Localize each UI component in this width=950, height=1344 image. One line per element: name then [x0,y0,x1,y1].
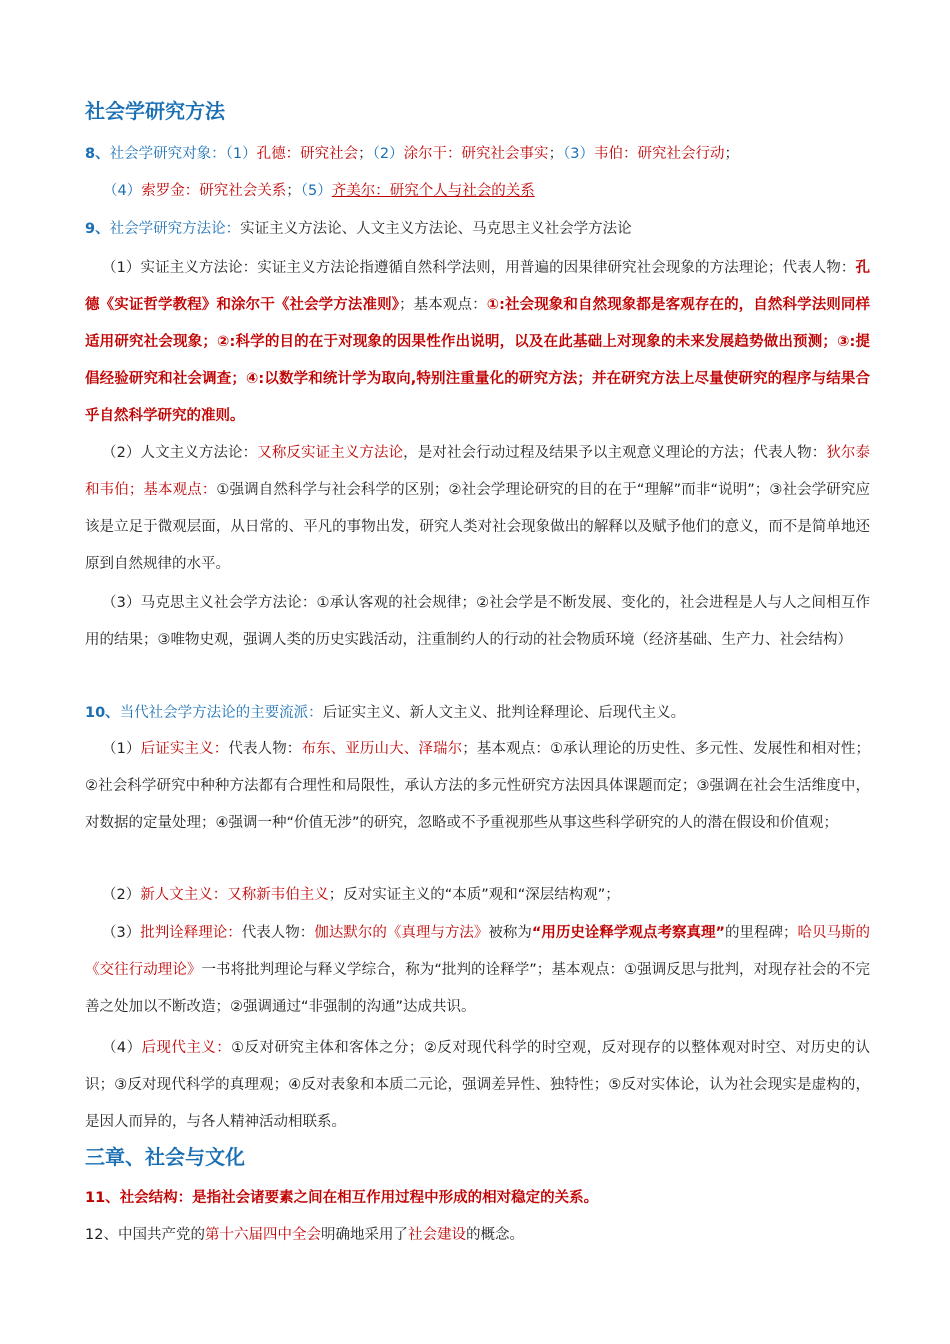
highlight-red: 索罗金：研究社会关系 [141,183,287,199]
paragraph-8 [85,136,870,210]
enum: （4） [103,183,142,199]
paragraph-10-1 [85,731,870,842]
body-text: 的概念。 [465,1227,524,1243]
highlight-red: 又称反实证主义方法论 [257,445,404,461]
highlight-red: 又称新韦伯主义 [227,887,329,903]
separator: ； [358,146,373,162]
highlight-red: 后现代主义： [141,1040,232,1056]
body-text: 的里程碑； [724,925,798,941]
paragraph-9-1 [85,250,870,435]
highlight-red: ①:社会现象和自然现象都是客观存在的，自然科学法则同样适用研究社会现象；②:科学的目的在于对现象的因果性作出说明，以及在此基础上对现象的未来发展趋势做出预测；③:提倡经验研究和社会调查；④:以数学和统计学为取向,特别注重量化的研究方法；并在研究方法上尽量使研究的程序与结果合乎自然科学研究的准则。 [85,297,871,424]
highlight-red: 社会结构：是指社会诸要素之间在相互作用过程中形成的相对稳定的关系。 [119,1190,599,1206]
highlight-red: 第十六届四中全会 [204,1227,321,1243]
highlight-red: 批判诠释理论： [140,925,242,941]
highlight-red: “用历史诠释学观点考察真理” [531,925,725,941]
body-text: 一书将批判理论与释义学综合，称为“批判的诠释学”；基本观点：①强调反思与批判，对现存社会的不完善之处加以不断改造；②强调通过“非强制的沟通”达成共识。 [85,962,870,1015]
paragraph-10-3 [85,915,870,1026]
enum: （2） [102,887,141,903]
body-text: ；反对实证主义的“本质”观和“深层结构观”； [328,887,620,903]
paragraph-9-2 [85,435,870,583]
highlight-red: 新人文主义： [140,887,228,903]
item-label: 当代社会学方法论的主要流派： [119,705,323,721]
highlight-red-underlined: 齐美尔：研究个人与社会 [331,183,492,199]
paragraph-10-2 [85,877,870,914]
paragraph-9-3 [85,585,870,659]
highlight-red: 布东、亚历山大、泽瑞尔 [301,741,463,757]
body-text: 实证主义方法论、人文主义方法论、马克思主义社会学方法论 [240,221,632,237]
enum: （3） [563,146,595,162]
item-label: 社会学研究对象： [109,146,226,162]
highlight-red: 孔德：研究社会 [256,146,359,162]
body-text: ；基本观点：①承认理论的历史性、多元性、发展性和相对性；②社会科学研究中种种方法都有合理性和局限性，承认方法的多元性研究方法因具体课题而定；③强调在社会生活维度中，对数据的定量处理；④强调一种“价值无涉”的研究，忽略或不予重视那些从事这些科学研究的人的潜在假设和价值观； [85,741,871,831]
paragraph-9 [85,211,870,248]
paragraph-10-4 [85,1030,870,1141]
body-text: ，是对社会行动过程及结果予以主观意义理论的方法；代表人物： [403,445,827,461]
highlight-red: 韦伯：研究社会行动 [594,146,725,162]
separator: ； [548,146,564,162]
paragraph-11 [85,1180,870,1217]
item-number: 9、 [85,221,110,237]
highlight-red: 哈贝马斯的《交往行动理论》 [85,925,871,978]
body-text: （3）马克思主义社会学方法论：①承认客观的社会规律；②社会学是不断发展、变化的，社会进程是人与人之间相互作用的结果；③唯物史观，强调人类的历史实践活动，注重制约人的行动的社会物质环境（经济基础、生产力、社会结构） [85,595,870,648]
body-text: （2）人文主义方法论： [102,445,258,461]
enum: （5） [300,183,332,199]
enum: （1） [225,146,257,162]
separator: ； [724,146,740,162]
body-text: ；基本观点： [399,297,487,313]
item-number: 8、 [85,146,110,162]
paragraph-12 [85,1217,870,1254]
body-text: 代表人物： [228,741,302,757]
highlight-red: 狄尔泰和韦伯 [85,445,870,498]
highlight-red-underlined: 的关系 [491,183,535,199]
enum: （4） [102,1040,142,1056]
highlight-red: 伽达默尔的《真理与方法》 [314,925,489,941]
highlight-red: 涂尔干：研究社会事实 [403,146,549,162]
body-text: （1）实证主义方法论：实证主义方法论指遵循自然科学法则，用普遍的因果律研究社会现象的方法理论；代表人物： [102,260,856,276]
highlight-red: 后证实主义： [140,741,229,757]
chapter-title: 三章、社会与文化 [85,1145,245,1169]
section-title: 社会学研究方法 [85,99,225,123]
highlight-red: 社会建设 [407,1227,466,1243]
separator: ； [286,183,301,199]
body-text: 明确地采用了 [320,1227,408,1243]
body-text: 后证实主义、新人文主义、批判诠释理论、后现代主义。 [322,705,686,721]
item-label: 社会学研究方法论： [109,221,241,237]
highlight-red: ；基本观点： [128,482,217,498]
enum: （1） [102,741,141,757]
item-number: 11、 [85,1190,120,1206]
item-number: 10、 [85,705,120,721]
body-text: ①反对研究主体和客体之分；②反对现代科学的时空观，反对现存的以整体观对时空、对历史的认识；③反对现代科学的真理观；④反对表象和本质二元论，强调差异性、独特性；⑤反对实体论，认为社会现实是虚构的，是因人而异的，与各人精神活动相联系。 [85,1040,871,1130]
body-text: 12、中国共产党的 [85,1227,205,1243]
body-text: ①强调自然科学与社会科学的区别；②社会学理论研究的目的在于“理解”而非“说明”；③社会学研究应该是立足于微观层面，从日常的、平凡的事物出发，研究人类对社会现象做出的解释以及赋予他们的意义，而不是简单地还原到自然规律的水平。 [85,482,871,572]
enum: （2） [372,146,404,162]
enum: （3） [102,925,141,941]
body-text: 被称为 [488,925,532,941]
highlight-red: 孔德《实证哲学教程》和涂尔干《社会学方法准则》 [85,260,870,313]
paragraph-10 [85,695,870,732]
body-text: 代表人物： [241,925,315,941]
